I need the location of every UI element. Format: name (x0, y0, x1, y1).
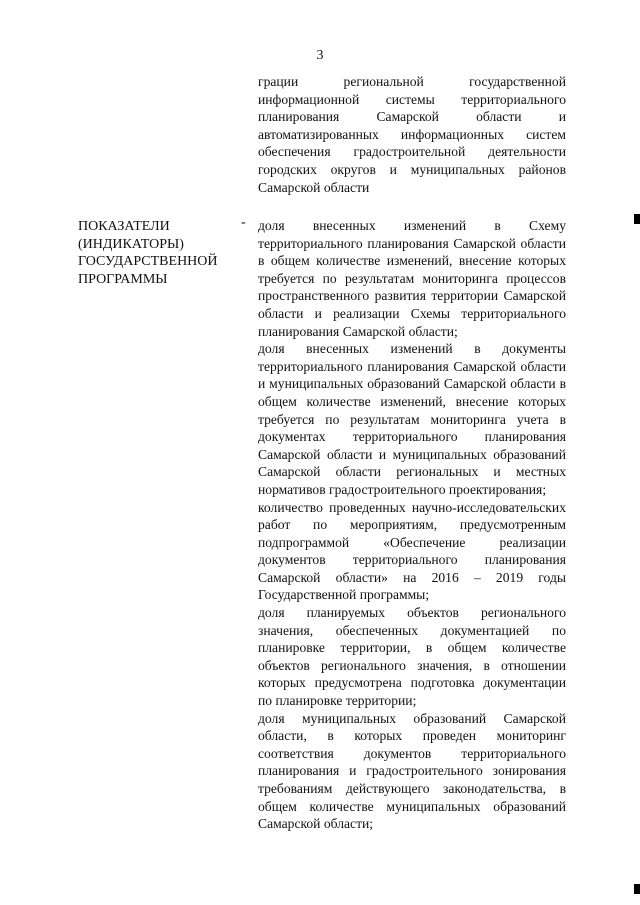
scan-edge-mark (634, 214, 640, 224)
continuation-text (258, 73, 566, 196)
section-label-line: ПОКАЗАТЕЛИ (78, 219, 170, 234)
indicator-paragraph: количество проведенных научно-исследовательских работ по мероприятиям, предусмотренным подпрограммой «Обеспечение реализации документов территориального планирования Самарской области» на 2016 – 2019 годы Государственной программы; (258, 499, 566, 603)
indicator-paragraph: доля внесенных изменений в документы территориального планирования Самарской области и муниципальных образований Самарской области в общем количестве изменений, внесение которых требуется по результатам мониторинга учета в документах территориального планирования Самарской области и муниципальных образований Самарской области региональных и местных нормативов градостроительного проектирования; (258, 341, 566, 497)
indicators-list (258, 217, 566, 833)
section-label-line: (ИНДИКАТОРЫ) (78, 236, 184, 252)
scan-edge-mark (634, 884, 640, 894)
indicator-paragraph: доля внесенных изменений в Схему территориального планирования Самарской области в общем количестве изменений, внесение которых требуется по результатам мониторинга процессов пространственного развития территории Самарской области и реализации Схемы территориального планирования Самарской области; (258, 218, 566, 339)
indicator-paragraph: доля муниципальных образований Самарской области, в которых проведен мониторинг соответствия документов территориального планирования и градостроительного зонирования требованиям действующего законодательства, в общем количестве муниципальных образований Самарской области; (258, 710, 566, 832)
section-label-line: ПРОГРАММЫ (78, 271, 168, 287)
continuation-paragraph: грации региональной государственной информационной системы территориального планирования Самарской области и автоматизированных информационных систем обеспечения градостроительной деятельности городских округов и муниципальных районов Самарской области (258, 74, 566, 195)
page-number: 3 (316, 48, 324, 63)
section-label (78, 218, 238, 288)
section-label-line: ГОСУДАРСТВЕННОЙ (78, 254, 218, 270)
section-dash: - (241, 215, 246, 230)
indicator-paragraph: доля планируемых объектов регионального значения, обеспеченных документацией по планировке территории, в общем количестве объектов регионального значения, в отношении которых предусмотрена подготовка документации по планировке территории; (258, 605, 566, 709)
